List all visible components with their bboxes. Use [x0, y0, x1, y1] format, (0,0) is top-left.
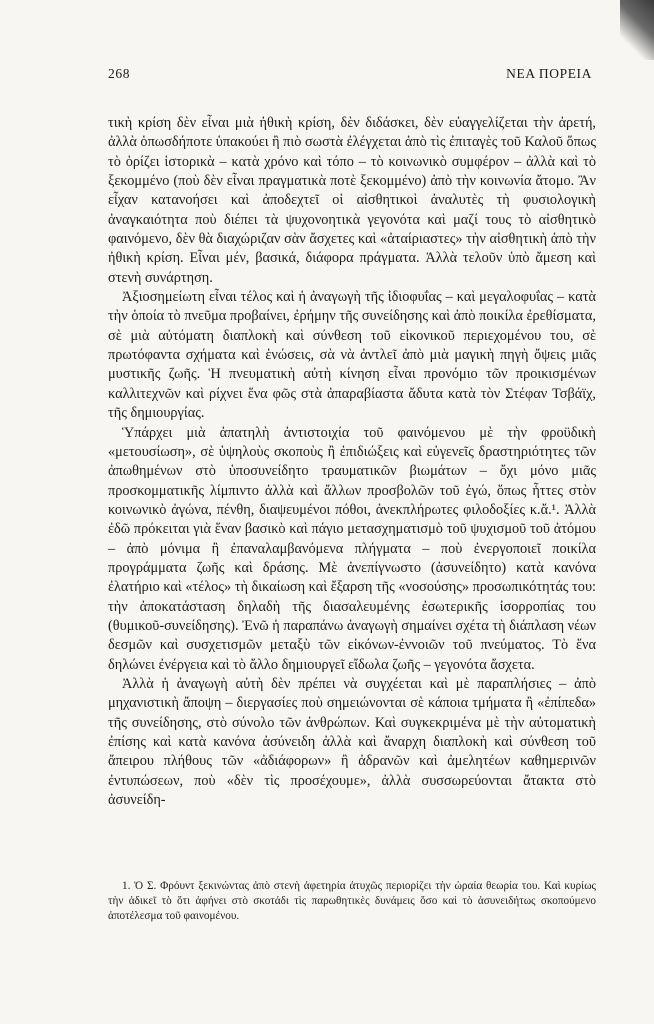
paragraph: Ἀξιοσημείωτη εἶναι τέλος καὶ ἡ ἀναγωγὴ τῆς ἰδιοφυΐας – καὶ μεγαλοφυΐας – κατὰ τὴν ὁποία τὸ πνεῦμα προβαίνει, ἐρήμην τῆς συνείδησης καὶ ἀπὸ ποικίλα ἐρεθίσματα, σὲ μιὰ αὐτόματη διαπλοκὴ καὶ σύνθεση τοῦ εἰκονικοῦ περιεχομένου του, σὲ πρωτόφαντα σχήματα καὶ ἑνώσεις, σὰ νὰ ἀντλεῖ ἀπὸ μιὰ μαγικὴ πηγὴ ὄψεις μιᾶς μυστικῆς ζωῆς. Ἡ πνευματικὴ αὐτὴ κίνηση εἶναι προνόμιο τῶν προικισμένων καλλιτεχνῶν καὶ ρίχνει ἕνα φῶς στὰ ἀπαραβίαστα ἄδυτα κατὰ τὸν Στέφαν Τσβάϊχ, τῆς δημιουργίας. — [108, 289, 596, 422]
paragraph: Ὑπάρχει μιὰ ἀπατηλὴ ἀντιστοιχία τοῦ φαινόμενου μὲ τὴν φροϋδικὴ «μετουσίωση», σὲ ὑψηλοὺς σκοποὺς ἢ ἐπιδιώξεις καὶ εὐγενεῖς δραστηριότητες τῶν ἀπωθημένων στὸ ὑποσυνείδητο τραυματικῶν βιωμάτων – ὄχι μόνο μιᾶς προσκομματικῆς λίμπιντο ἀλλὰ καὶ ἄλλων προσβολῶν τοῦ ἐγώ, ὅπως ἧττες στὸν κοινωνικὸ ἀγώνα, πένθη, διαψευμένοι πόθοι, ἀνεκπλήρωτες φιλοδοξίες κ.ἄ.¹. Ἀλλὰ ἐδῶ πρόκειται γιὰ ἕναν βασικὸ καὶ πάγιο μετασχηματισμὸ τοῦ ψυχισμοῦ τοῦ ἀτόμου – ἀπὸ μόνιμα ἢ ἐπαναλαμβανόμενα πλήγματα – ποὺ ἐνεργοποιεῖ ποικίλα προγράμματα ζωῆς καὶ δράσης. Μὲ ἀνεπίγνωστο (ἀσυνείδητο) κατὰ κανόνα ἐλατήριο καὶ «τέλος» τὴ δικαίωση καὶ ἔξαρση τῆς «νοσούσης» προσωπικότητάς του: τὴν ἀποκατάσταση δηλαδὴ τῆς διασαλευμένης ἐσωτερικῆς ἰσορροπίας του (θυμικοῦ-συνείδησης). Ἐνῶ ἡ παραπάνω ἀναγωγὴ σημαίνει σχέτα τὴ διάπλαση νέων δεσμῶν καὶ συσχετισμῶν μεταξὺ τῶν εἰκόνων-ἐννοιῶν τοῦ πνεύματος. Τὸ ἕνα δηλώνει ἐνέργεια καὶ τὸ ἄλλο δημιουργεῖ εἴδωλα ζωῆς – γεγονότα ἄσχετα. — [108, 424, 596, 673]
running-title: ΝΕΑ ΠΟΡΕΙΑ — [506, 66, 592, 81]
scan-corner-shadow — [620, 0, 654, 60]
page-number: 268 — [108, 66, 131, 81]
paragraph: Ἀλλὰ ἡ ἀναγωγὴ αὐτὴ δὲν πρέπει νὰ συγχέεται καὶ μὲ παραπλήσιες – ἀπὸ μηχανιστικὴ ἄποψη – διεργασίες ποὺ σημειώνονται σὲ κάποια τμήματα ἢ «ἐπίπεδα» τῆς συνείδησης, στὸ σύνολο τῶν ἀνθρώπων. Καὶ συγκεκριμένα μὲ τὴν αὐτοματικὴ ἐπίσης καὶ κατὰ κανόνα ἀσύνειδη ἀλλὰ καὶ ἄναρχη διαπλοκὴ καὶ σύνθεση τοῦ ἄπειρου πλήθους τῶν «ἀδιάφορων» ἢ ἀδρανῶν καὶ ἀμελητέων καθημερινῶν ἐντυπώσεων, ποὺ «δὲν τὶς προσέχουμε», ἀλλὰ συσσωρεύονται ἄτακτα στὸ ἀσυνείδη- — [108, 675, 596, 809]
main-text — [108, 114, 596, 810]
footnote: 1. Ὁ Σ. Φρόυντ ξεκινώντας ἀπὸ στενὴ ἀφετηρία ἀτυχῶς περιορίζει τὴν ὡραία θεωρία του. Καὶ κυρίως τὴν ἀδικεῖ τὸ ὅτι ἀφήνει στὸ σκοτάδι τὶς παρωθητικὲς δυνάμεις ὅσο καὶ τὸ ἀσυνειδήτως σκοπούμενο ἀποτέλεσμα τοῦ φαινομένου. — [108, 880, 596, 922]
page-header — [108, 66, 592, 82]
paragraph: τικὴ κρίση δὲν εἶναι μιὰ ἠθικὴ κρίση, δὲν διδάσκει, δὲν εὐαγγελίζεται τὴν ἀρετή, ἀλλὰ ὁπωσδήποτε ὑπακούει ἢ πιὸ σωστὰ ἐλέγχεται ἀπὸ τὶς ἐπιταγὲς τοῦ Καλοῦ ὅπως τὸ ὁρίζει ἱστορικὰ – κατὰ χρόνο καὶ τόπο – τὸ κοινωνικὸ συμφέρον – ἀλλὰ καὶ τὸ ξεκομμένο (ποὺ δὲν εἶναι πραγματικὰ ποτὲ ξεκομμένο) ἀπὸ τὴν κοινωνία ἄτομο. Ἂν εἶχαν κατανοήσει καὶ ἀποδεχτεῖ οἱ αἰσθητικοὶ ἀναλυτὲς τὴ φυσιολογικὴ ἀναγκαιότητα ποὺ διέπει τὰ ψυχονοητικὰ γεγονότα καὶ μαζί τους τὸ αἰσθητικὸ φαινόμενο, δὲν θὰ διαχώριζαν σὰν ἄσχετες καὶ «ἀταίριαστες» τὴν αἰσθητικὴ ἀπὸ τὴν ἠθικὴ κρίση. Εἶναι μέν, βασικά, διάφορα πράγματα. Ἀλλὰ τελοῦν ὑπὸ ἄμεση καὶ στενὴ συνάρτηση. — [108, 115, 596, 286]
